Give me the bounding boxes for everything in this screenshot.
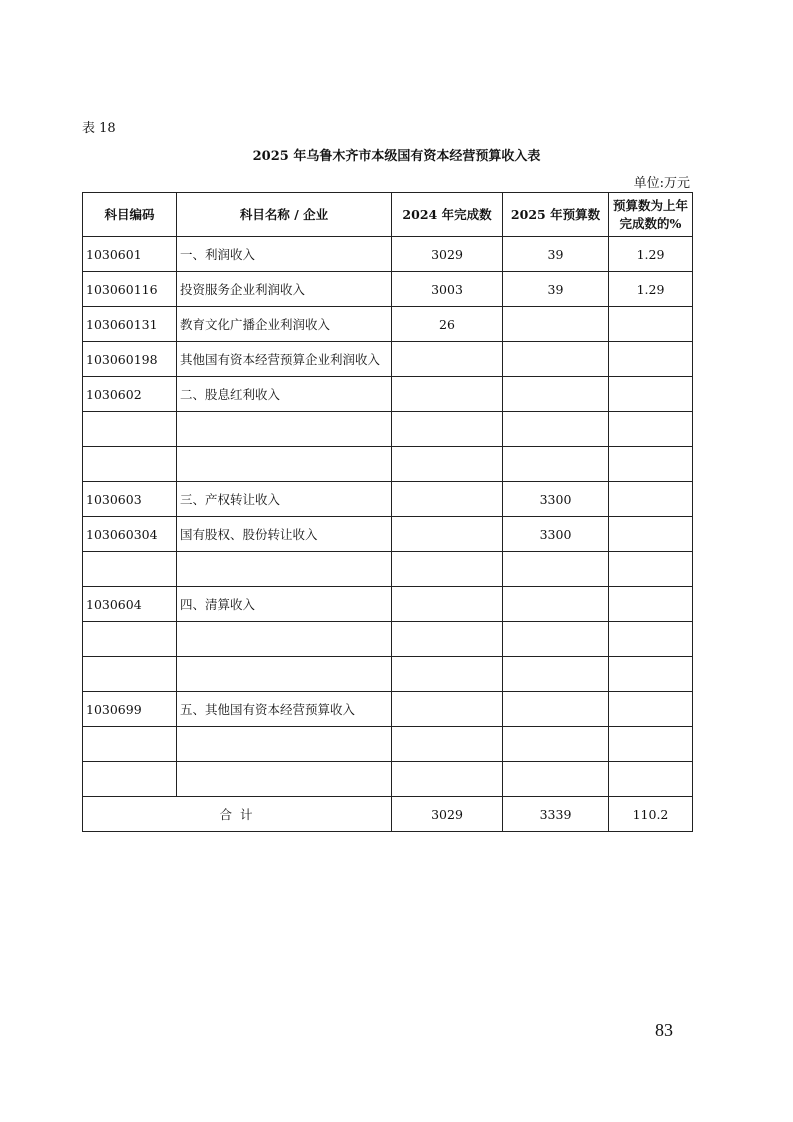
cell-budget-2025: 3300 — [503, 517, 609, 552]
cell-code: 103060116 — [83, 272, 177, 307]
page-number: 83 — [655, 1020, 673, 1040]
cell-actual-2024: 26 — [392, 307, 503, 342]
cell-budget-2025 — [503, 307, 609, 342]
cell-name: 三、产权转让收入 — [177, 482, 392, 517]
total-label: 合 计 — [83, 797, 392, 832]
cell-actual-2024 — [392, 727, 503, 762]
cell-name — [177, 762, 392, 797]
cell-name: 五、其他国有资本经营预算收入 — [177, 692, 392, 727]
header-code: 科目编码 — [83, 193, 177, 237]
cell-budget-2025 — [503, 622, 609, 657]
cell-actual-2024: 3029 — [392, 237, 503, 272]
total-budget-2025: 3339 — [503, 797, 609, 832]
total-ratio: 110.2 — [609, 797, 693, 832]
cell-code: 1030604 — [83, 587, 177, 622]
cell-ratio — [609, 412, 693, 447]
cell-actual-2024 — [392, 447, 503, 482]
cell-name — [177, 447, 392, 482]
cell-code — [83, 657, 177, 692]
cell-code: 1030602 — [83, 377, 177, 412]
cell-name — [177, 552, 392, 587]
page-title: 2025 年乌鲁木齐市本级国有资本经营预算收入表 — [252, 149, 541, 164]
table-row — [83, 307, 693, 342]
cell-budget-2025 — [503, 727, 609, 762]
cell-ratio: 1.29 — [609, 237, 693, 272]
cell-code — [83, 727, 177, 762]
cell-ratio — [609, 482, 693, 517]
cell-code — [83, 447, 177, 482]
cell-code: 103060131 — [83, 307, 177, 342]
cell-ratio — [609, 307, 693, 342]
cell-ratio — [609, 552, 693, 587]
cell-name — [177, 657, 392, 692]
cell-code — [83, 762, 177, 797]
table-row — [83, 272, 693, 307]
header-row — [83, 193, 693, 237]
table-row — [83, 517, 693, 552]
cell-actual-2024 — [392, 552, 503, 587]
cell-name — [177, 727, 392, 762]
cell-code — [83, 622, 177, 657]
cell-code: 1030601 — [83, 237, 177, 272]
cell-ratio — [609, 517, 693, 552]
cell-ratio — [609, 727, 693, 762]
cell-budget-2025 — [503, 657, 609, 692]
cell-code: 103060198 — [83, 342, 177, 377]
cell-actual-2024 — [392, 412, 503, 447]
table-row — [83, 552, 693, 587]
table-row — [83, 237, 693, 272]
cell-budget-2025 — [503, 447, 609, 482]
cell-code: 103060304 — [83, 517, 177, 552]
cell-ratio — [609, 342, 693, 377]
cell-ratio — [609, 622, 693, 657]
cell-budget-2025 — [503, 762, 609, 797]
cell-actual-2024 — [392, 342, 503, 377]
cell-ratio — [609, 587, 693, 622]
header-ratio: 预算数为上年完成数的% — [609, 193, 693, 237]
cell-code: 1030603 — [83, 482, 177, 517]
cell-code — [83, 552, 177, 587]
total-actual-2024: 3029 — [392, 797, 503, 832]
cell-name — [177, 622, 392, 657]
cell-actual-2024 — [392, 762, 503, 797]
table-row — [83, 622, 693, 657]
header-actual-2024: 2024 年完成数 — [392, 193, 503, 237]
cell-ratio — [609, 692, 693, 727]
header-budget-2025: 2025 年预算数 — [503, 193, 609, 237]
cell-actual-2024 — [392, 622, 503, 657]
cell-actual-2024: 3003 — [392, 272, 503, 307]
cell-ratio — [609, 657, 693, 692]
table-label: 表 18 — [82, 121, 116, 136]
table-row — [83, 692, 693, 727]
cell-actual-2024 — [392, 657, 503, 692]
cell-actual-2024 — [392, 692, 503, 727]
cell-actual-2024 — [392, 517, 503, 552]
cell-budget-2025 — [503, 377, 609, 412]
cell-ratio: 1.29 — [609, 272, 693, 307]
budget-table — [82, 192, 693, 832]
total-row — [83, 797, 693, 832]
cell-actual-2024 — [392, 587, 503, 622]
unit-label: 单位:万元 — [633, 176, 690, 191]
table-row — [83, 377, 693, 412]
header-name: 科目名称 / 企业 — [177, 193, 392, 237]
cell-name: 二、股息红利收入 — [177, 377, 392, 412]
table-row — [83, 412, 693, 447]
cell-budget-2025: 3300 — [503, 482, 609, 517]
cell-ratio — [609, 762, 693, 797]
cell-name: 一、利润收入 — [177, 237, 392, 272]
cell-actual-2024 — [392, 377, 503, 412]
cell-budget-2025 — [503, 552, 609, 587]
cell-code: 1030699 — [83, 692, 177, 727]
cell-name — [177, 412, 392, 447]
cell-budget-2025 — [503, 342, 609, 377]
cell-name: 四、清算收入 — [177, 587, 392, 622]
cell-name: 教育文化广播企业利润收入 — [177, 307, 392, 342]
cell-budget-2025: 39 — [503, 237, 609, 272]
cell-budget-2025 — [503, 587, 609, 622]
cell-name: 国有股权、股份转让收入 — [177, 517, 392, 552]
table-row — [83, 587, 693, 622]
cell-budget-2025 — [503, 412, 609, 447]
cell-budget-2025 — [503, 692, 609, 727]
table-row — [83, 342, 693, 377]
cell-code — [83, 412, 177, 447]
cell-ratio — [609, 377, 693, 412]
cell-name: 投资服务企业利润收入 — [177, 272, 392, 307]
table-row — [83, 482, 693, 517]
cell-name: 其他国有资本经营预算企业利润收入 — [177, 342, 392, 377]
table-row — [83, 447, 693, 482]
table-row — [83, 727, 693, 762]
cell-actual-2024 — [392, 482, 503, 517]
table-row — [83, 762, 693, 797]
cell-ratio — [609, 447, 693, 482]
table-row — [83, 657, 693, 692]
cell-budget-2025: 39 — [503, 272, 609, 307]
